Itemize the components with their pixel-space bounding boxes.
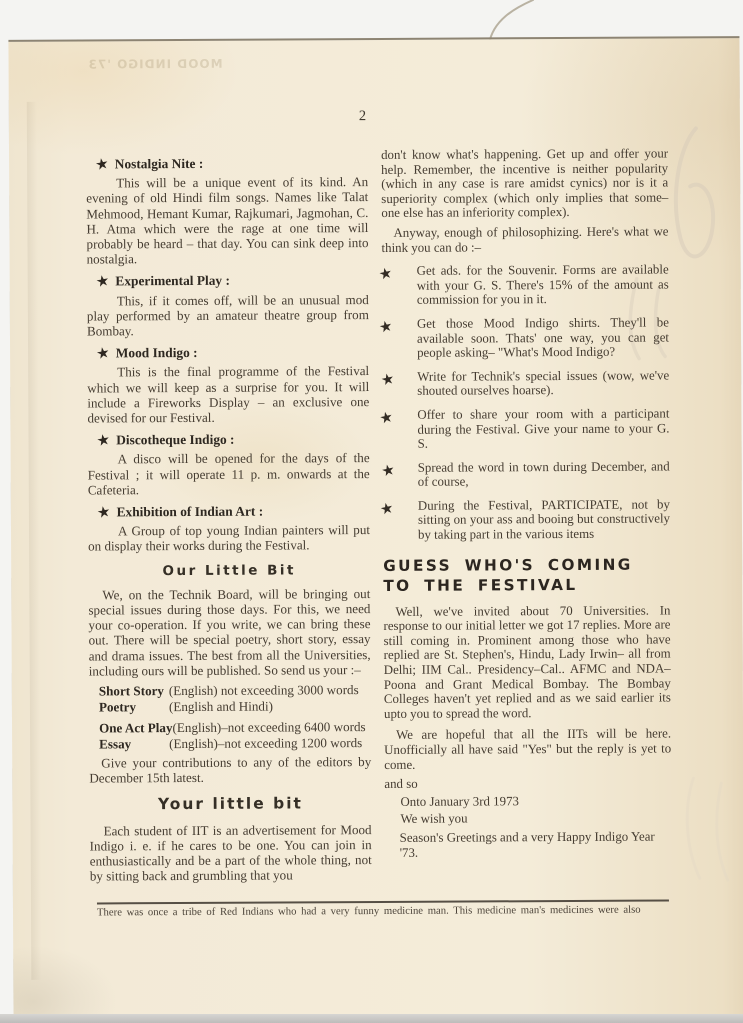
section-heading-experimental-play — [97, 272, 369, 289]
star-icon: ★ — [378, 500, 396, 519]
submission-detail: (English and Hindi) — [168, 698, 273, 715]
section-body-discotheque-indigo: A disco will be opened for the days of the Festival ; it will operate 11 p. m. onwards at the Cafeteria. — [87, 450, 370, 498]
section-body-exhibition-indian-art: A Group of top young Indian painters will put on display their works during the Festival. — [88, 522, 371, 554]
section-body-experimental-play: This, if it comes off, will be an unusual mod play performed by an amateur theatre group from Bombay. — [86, 291, 369, 339]
star-icon: ★ — [379, 370, 397, 390]
paper-crease — [27, 102, 42, 980]
todo-item-get-ads — [377, 262, 669, 308]
closing-line-greetings: Season's Greetings and a very Happy Indigo Year '73. — [399, 829, 655, 861]
section-heading-mood-indigo — [97, 344, 369, 361]
submission-detail: (English)–not exceeding 1200 words — [169, 734, 363, 751]
our-little-bit-closing: Give your contributions to any of the editors by December 15th latest. — [89, 753, 372, 786]
todo-text: During the Festival, PARTICIPATE, not by sitting on your ass and booing but constructively by taking part in the various items — [417, 497, 670, 542]
star-icon: ★ — [96, 431, 111, 449]
star-icon: ★ — [95, 272, 110, 290]
left-column — [86, 148, 372, 889]
todo-item-shirts — [377, 315, 670, 360]
todo-list — [377, 262, 670, 543]
footnote-text: There was once a tribe of Red Indians who had a very funny medicine man. This medicine man's medicines were also — [96, 903, 641, 919]
todo-text: Spread the word in town during December, and of course, — [417, 459, 670, 490]
star-icon: ★ — [96, 503, 111, 521]
bleedthrough-masthead-text: MOOD INDIGO '73 — [87, 56, 223, 72]
continuation-paragraph: don't know what's happening. Get up and offer your help. Remember, the incentive is neither popularity (which in any case is rare amidst cynics) nor is it a superiority complex (which only implies that some–one else has an inferiority complex). — [381, 146, 669, 221]
todo-text: Get ads. for the Souvenir. Forms are available with your G. S. There's 15% of the amount as commission for you in it. — [416, 262, 669, 308]
section-heading-nostalgia-nite — [96, 155, 368, 172]
guess-body-universities: Well, we've invited about 70 Universities. In response to our initial letter we got 17 replies. More are still coming in. Prominent among those who have replied are St. Stephen's, Hindu, Lady Irwin– all from Delhi; IIM Cal.. Presidency–Cal.. AFMC and NDA– Poona and Grant Medical Bombay. The Bombay Colleges haven't yet replied and as we said earlier its upto you to spread the word. — [383, 603, 671, 721]
section-heading-discotheque-indigo — [97, 431, 369, 448]
section-title: Experimental Play : — [115, 273, 230, 289]
section-heading-exhibition-indian-art — [98, 503, 370, 520]
section-title: Nostalgia Nite : — [114, 155, 204, 172]
page-number: 2 — [358, 108, 367, 125]
our-little-bit-intro: We, on the Technik Board, will be bringing out special issues during those days. For this, we need your co-operation. If you write, we can bring these out. There will be special poetry, short story, essay and drama issues. The best from all the Universities, including ours will be published. So send us your :– — [88, 585, 371, 679]
section-title: Exhibition of Indian Art : — [116, 503, 264, 520]
handwriting-ghost-lower — [673, 768, 743, 888]
section-body-mood-indigo: This is the final programme of the Festival which we will keep as a surprise for you. It will include a Fireworks Display – an exclusive one devised for our Festival. — [87, 363, 370, 426]
star-icon: ★ — [378, 409, 395, 428]
guess-body-iits: We are hopeful that all the IITs will be here. Unofficially all have said "Yes" but the reply is yet to come. — [384, 726, 672, 772]
submission-list — [99, 682, 371, 751]
heading-guess-whos-coming: GUESS WHO'S COMING TO THE FESTIVAL — [383, 555, 633, 595]
heading-our-little-bit: Our Little Bit — [162, 562, 296, 579]
closing-line-wish: We wish you — [400, 811, 468, 827]
submission-row-short-story — [99, 682, 371, 699]
section-title: Mood Indigo : — [115, 345, 198, 361]
star-icon: ★ — [380, 461, 397, 481]
submission-row-one-act-play — [99, 719, 371, 736]
submission-term: One Act Play — [99, 719, 173, 735]
closing-line-and-so: and so — [384, 776, 418, 792]
todo-text: Get those Mood Indigo shirts. They'll be available soon. Thats' one way, you can get people asking– "What's Mood Indigo? — [416, 315, 670, 360]
submission-row-essay — [99, 735, 371, 752]
submission-row-poetry — [99, 698, 371, 715]
todo-text: Write for Technik's special issues (wow, we've shouted ourselves hoarse). — [417, 368, 670, 399]
section-body-nostalgia-nite: This will be a unique event of its kind. An evening of old Hindi film songs. Names like Talat Mehmood, Hemant Kumar, Rajkumari, Jagmohan, C. H. Atma which were the rage at one time will probably be heard – that day. You can sink deep into nostalgia. — [86, 174, 369, 267]
todo-item-write-technik — [379, 368, 670, 399]
submission-term: Essay — [99, 735, 132, 752]
todo-text: Offer to share your room with a participant during the Festival. Give your name to your G. S. — [417, 406, 670, 451]
section-title: Discotheque Indigo : — [116, 431, 235, 448]
submission-detail: (English) not exceeding 3000 words — [168, 682, 359, 699]
star-icon: ★ — [95, 344, 110, 362]
heading-your-little-bit: Your little bit — [157, 794, 303, 814]
right-column — [377, 146, 672, 864]
star-icon: ★ — [377, 265, 395, 284]
closing-line-date: Onto January 3rd 1973 — [400, 794, 519, 809]
paper-page — [8, 36, 743, 1020]
todo-item-spread-word — [380, 459, 670, 490]
star-icon: ★ — [94, 155, 109, 173]
star-icon: ★ — [377, 318, 395, 337]
submission-term: Short Story — [98, 683, 164, 699]
your-little-bit-body: Each student of IIT is an advertisement for Mood Indigo i. e. if he cares to be one. You can join in enthusiastically and be a part of the whole thing, not by sitting back and grumbling that you — [89, 821, 372, 884]
submission-term: Poetry — [98, 699, 137, 715]
submission-detail: (English)–not exceeding 6400 words — [172, 718, 366, 735]
scanner-edge-shadow — [0, 1014, 743, 1023]
philosophy-paragraph: Anyway, enough of philosophizing. Here's what we think you can do :– — [381, 224, 669, 255]
todo-item-participate — [378, 497, 670, 542]
footnote — [97, 899, 669, 918]
todo-item-share-room — [378, 406, 670, 451]
